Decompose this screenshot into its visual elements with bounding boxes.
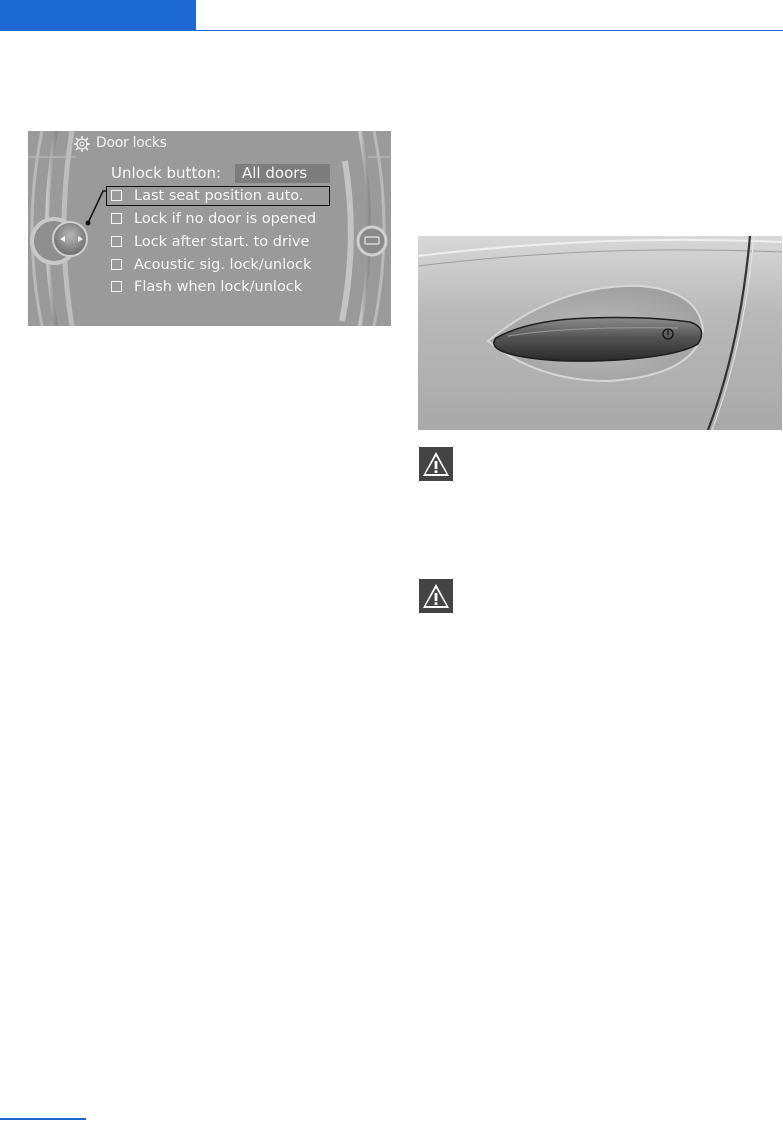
checkbox[interactable]	[111, 236, 122, 247]
menu-item-acoustic-signal[interactable]	[111, 255, 311, 275]
header-accent-bar	[0, 0, 196, 31]
menu-item-label: Lock after start. to drive	[134, 234, 310, 250]
menu-item-lock-if-no-door-opened[interactable]	[111, 209, 316, 229]
checkbox[interactable]	[111, 190, 122, 201]
menu-item-flash-lock-unlock[interactable]	[111, 277, 302, 297]
checkbox[interactable]	[111, 259, 122, 270]
menu-item-lock-after-start[interactable]	[111, 232, 309, 252]
checkbox[interactable]	[111, 281, 122, 292]
menu-item-label: Last seat position auto.	[134, 188, 304, 204]
menu-item-label: Acoustic sig. lock/unlock	[134, 257, 312, 273]
door-handle-photo	[418, 236, 782, 430]
screen-title: Door locks	[96, 135, 167, 151]
header-rule	[196, 30, 783, 31]
footer-rule	[0, 1118, 86, 1120]
gear-icon	[72, 135, 92, 153]
menu-item-last-seat-position[interactable]	[111, 186, 304, 206]
menu-item-label: Lock if no door is opened	[134, 211, 317, 227]
warning-triangle-icon	[419, 447, 453, 481]
unlock-button-select[interactable]: All doors	[235, 164, 330, 183]
checkbox[interactable]	[111, 213, 122, 224]
warning-triangle-icon	[419, 579, 453, 613]
menu-item-label: Flash when lock/unlock	[134, 279, 303, 295]
unlock-button-label: Unlock button:	[111, 164, 222, 182]
